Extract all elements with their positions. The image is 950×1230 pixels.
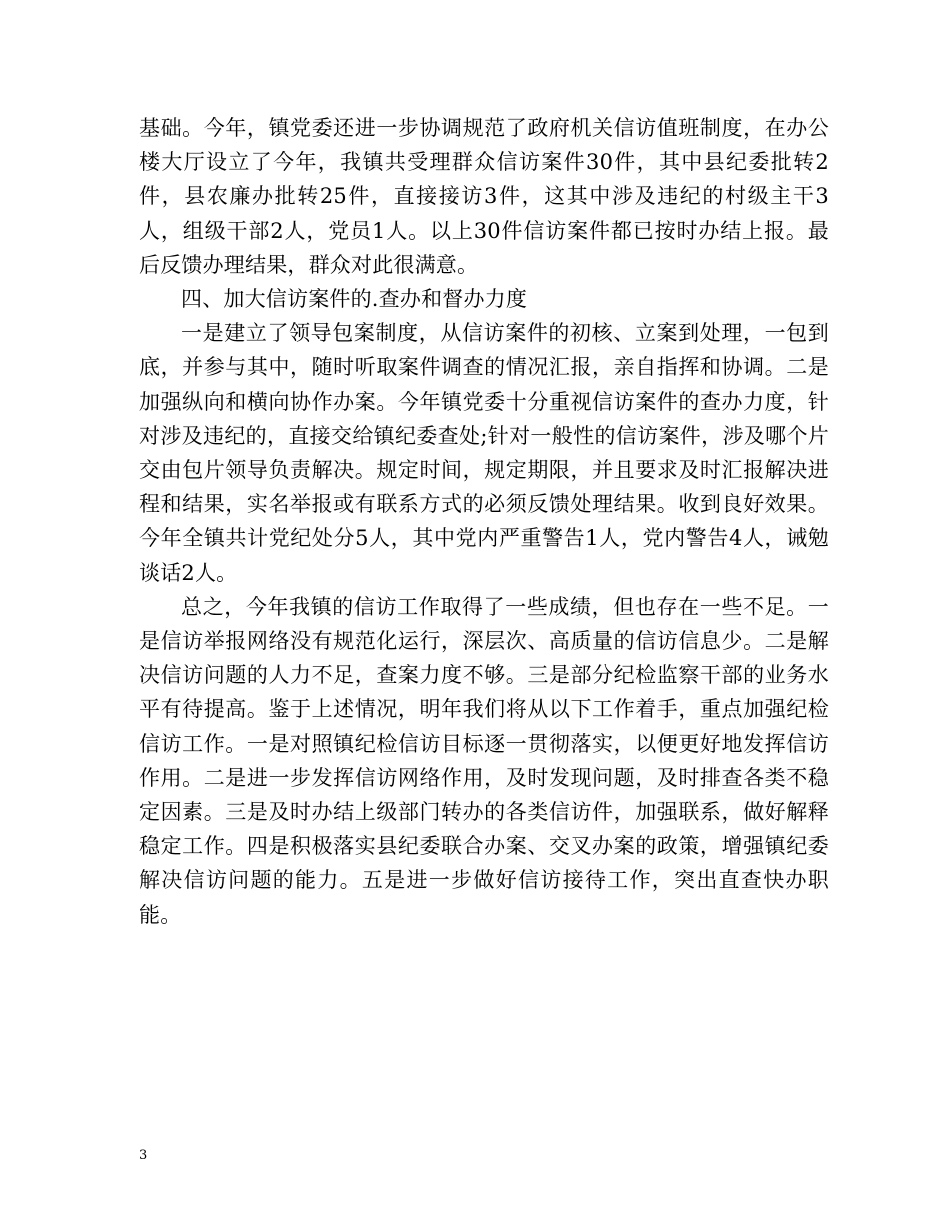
section-heading: 四、加大信访案件的.查办和督办力度 [181, 287, 528, 312]
document-body [139, 111, 829, 932]
paragraph-1: 基础。今年，镇党委还进一步协调规范了政府机关信访值班制度，在办公楼大厅设立了今年，我镇共受理群众信访案件30件，其中县纪委批转2件，县农廉办批转25件，直接接访3件，这其中涉及违纪的村级主干3人，组级干部2人，党员1人。以上30件信访案件都已按时办结上报。最后反馈办理结果，群众对此很满意。 [139, 116, 829, 277]
paragraph-2: 一是建立了领导包案制度，从信访案件的初核、立案到处理，一包到底，并参与其中，随时听取案件调查的情况汇报，亲自指挥和协调。二是加强纵向和横向协作办案。今年镇党委十分重视信访案件的查办力度，针对涉及违纪的，直接交给镇纪委查处;针对一般性的信访案件，涉及哪个片交由包片领导负责解决。规定时间，规定期限，并且要求及时汇报解决进程和结果，实名举报或有联系方式的必须反馈处理结果。收到良好效果。今年全镇共计党纪处分5人，其中党内严重警告1人，党内警告4人，诫勉谈话2人。 [139, 321, 829, 585]
paragraph-3: 总之，今年我镇的信访工作取得了一些成绩，但也存在一些不足。一是信访举报网络没有规范化运行，深层次、高质量的信访信息少。二是解决信访问题的人力不足，查案力度不够。三是部分纪检监察干部的业务水平有待提高。鉴于上述情况，明年我们将从以下工作着手，重点加强纪检信访工作。一是对照镇纪检信访目标逐一贯彻落实，以便更好地发挥信访作用。二是进一步发挥信访网络作用，及时发现问题，及时排查各类不稳定因素。三是及时办结上级部门转办的各类信访件，加强联系，做好解释稳定工作。四是积极落实县纪委联合办案、交叉办案的政策，增强镇纪委解决信访问题的能力。五是进一步做好信访接待工作，突出直查快办职能。 [139, 594, 829, 927]
page-number: 3 [139, 1148, 148, 1163]
